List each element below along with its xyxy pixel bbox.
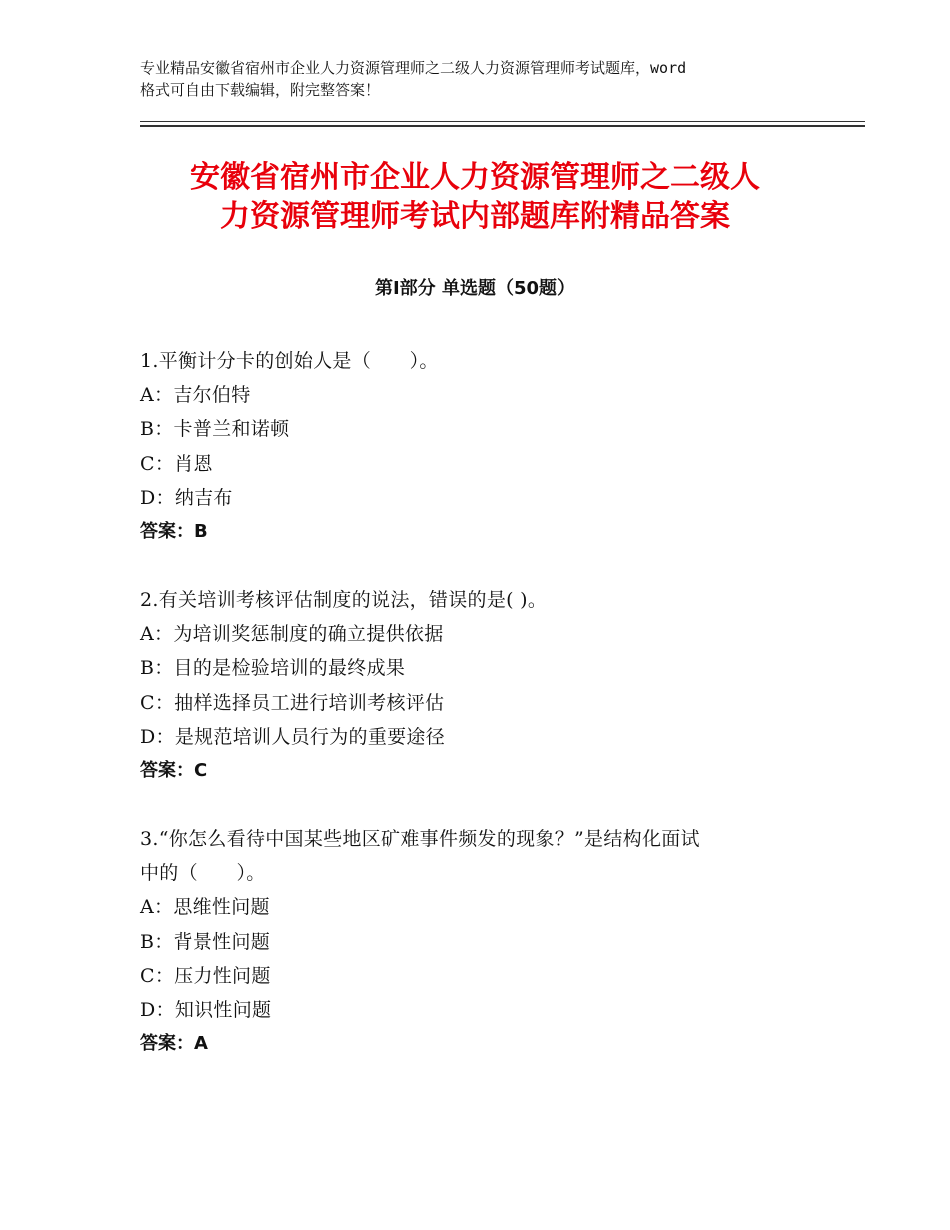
option-a: A：吉尔伯特 — [140, 384, 251, 407]
option-b: B：目的是检验培训的最终成果 — [140, 657, 406, 680]
question-stem: 2.有关培训考核评估制度的说法，错误的是( )。 — [140, 589, 548, 611]
header-divider-thin — [140, 121, 865, 122]
answer-label: 答案：C — [140, 759, 208, 781]
header-note — [140, 57, 840, 101]
answer-label: 答案：A — [140, 1033, 208, 1055]
question-2 — [140, 583, 820, 788]
option-a: A：思维性问题 — [140, 896, 270, 919]
question-1 — [140, 344, 820, 549]
option-b: B：背景性问题 — [140, 930, 271, 953]
option-d: D：是规范培训人员行为的重要途径 — [140, 725, 446, 748]
header-note-line-1: 专业精品安徽省宿州市企业人力资源管理师之二级人力资源管理师考试题库，word — [140, 59, 687, 77]
answer-label: 答案：B — [140, 520, 208, 542]
header-note-line-2: 格式可自由下载编辑，附完整答案！ — [140, 81, 381, 99]
question-stem: 1.平衡计分卡的创始人是（ ）。 — [140, 350, 439, 372]
header-divider-thick — [140, 125, 865, 127]
option-c: C：压力性问题 — [140, 964, 271, 987]
question-stem-line-2: 中的（ ）。 — [140, 862, 266, 885]
option-d: D：知识性问题 — [140, 998, 272, 1021]
option-d: D：纳吉布 — [140, 486, 233, 509]
option-b: B：卡普兰和诺顿 — [140, 418, 290, 441]
document-title-line-2: 力资源管理师考试内部题库附精品答案 — [220, 199, 730, 234]
question-stem-line-1: 3.“你怎么看待中国某些地区矿难事件频发的现象？”是结构化面试 — [140, 828, 700, 850]
option-a: A：为培训奖惩制度的确立提供依据 — [140, 623, 444, 646]
document-title — [100, 158, 850, 236]
section-title: 第Ⅰ部分 单选题（50题） — [374, 278, 575, 299]
option-c: C：肖恩 — [140, 452, 213, 475]
document-title-line-1: 安徽省宿州市企业人力资源管理师之二级人 — [190, 160, 760, 195]
question-3 — [140, 822, 820, 1061]
option-c: C：抽样选择员工进行培训考核评估 — [140, 691, 445, 714]
